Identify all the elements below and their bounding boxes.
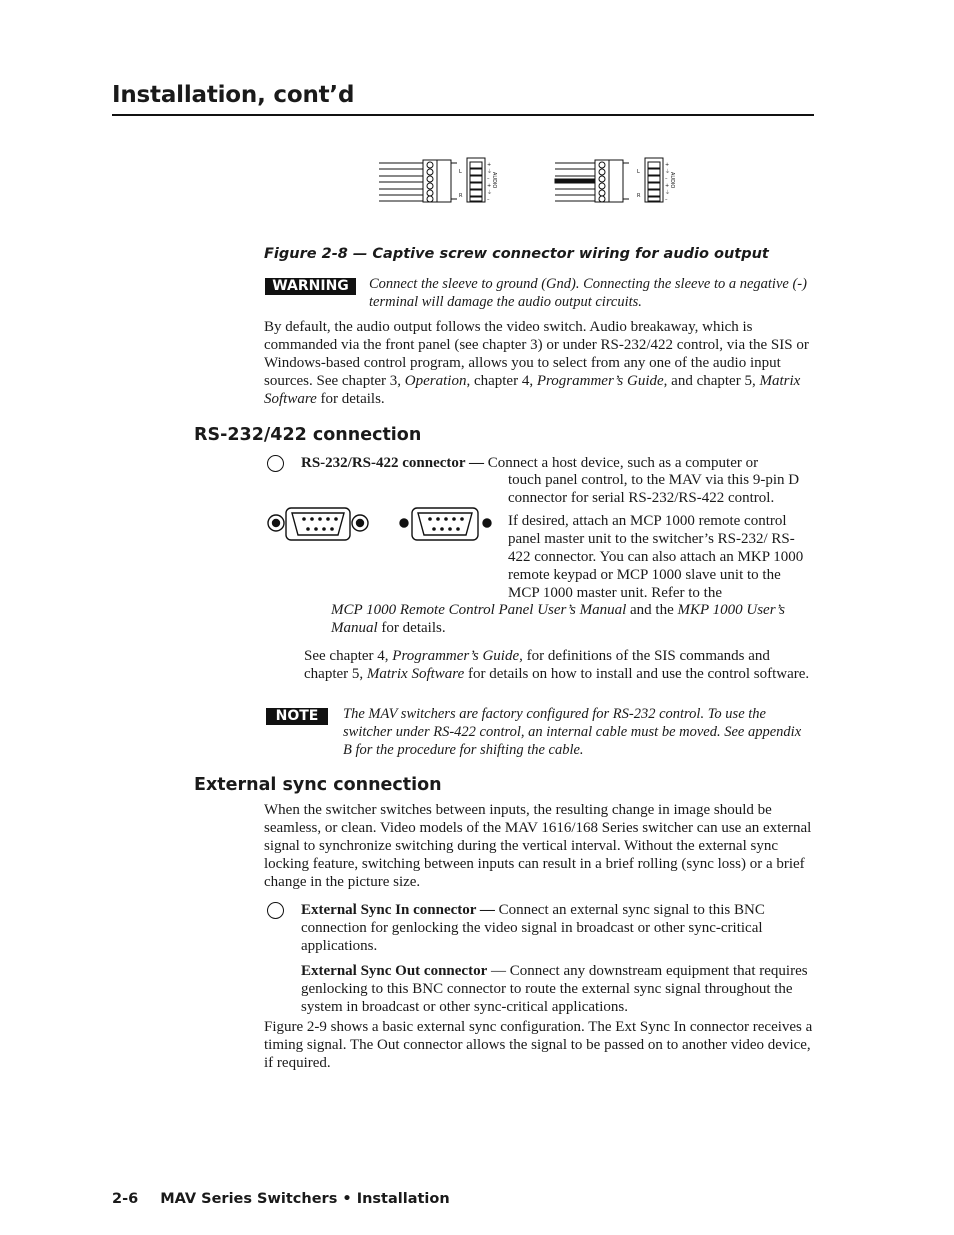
ref-mcp-manual: MCP 1000 Remote Control Panel User’s Manual <box>331 602 627 618</box>
text-run: for details on how to install and use the control software. <box>464 666 810 682</box>
connector-term: External Sync Out connector <box>301 963 488 979</box>
pin-label: ⏚ <box>487 169 493 175</box>
title-rule <box>112 114 814 116</box>
ref-matrix-software: Matrix Software <box>366 666 465 682</box>
text-run: for details. <box>377 620 446 636</box>
db9-connector-right <box>400 508 491 540</box>
db9-pins-left <box>302 517 338 531</box>
pin-label: ⏚ <box>487 190 493 196</box>
text-run: Connect a host device, such as a computer or <box>484 455 759 471</box>
text-run: for details. <box>316 391 385 407</box>
warning-text: Connect the sleeve to ground (Gnd). Connecting the sleeve to a negative (-) terminal will damage the audio output circuits. <box>369 276 807 310</box>
ref-matrix-software: Matrix Software <box>264 373 801 407</box>
text-run: , chapter 4, <box>466 373 537 389</box>
pin-label: + <box>665 162 670 168</box>
ref-programmers-guide: Programmer’s Guide <box>536 373 664 389</box>
note-text: The MAV switchers are factory configured for RS-232 control. To use the switcher under RS-422 control, an internal cable must be moved. See appendix B for the procedure for shifting the cable. <box>343 706 802 758</box>
pin-label: + <box>487 162 492 168</box>
figure-2-9-paragraph: Figure 2-9 shows a basic external sync configuration. The Ext Sync In connector receives a timing signal. The Out connector allows the signal to be passed on to another video device, if required. <box>264 1019 813 1071</box>
note-badge: NOTE <box>266 708 328 725</box>
pin-label: – <box>487 197 490 203</box>
db9-connector-figure <box>264 505 496 545</box>
ref-mkp-manual: MKP 1000 User’s Manual <box>331 602 786 636</box>
pin-label: + <box>665 183 670 189</box>
pin-label: + <box>487 183 492 189</box>
connector-term: RS-232/RS-422 connector — <box>301 455 485 471</box>
pin-label: ⏚ <box>665 169 671 175</box>
see-chapter-paragraph <box>304 647 814 683</box>
sync-out-paragraph <box>301 962 814 1016</box>
db9-pins-right <box>428 517 464 531</box>
audio-connector-figure <box>375 155 695 207</box>
side-label-l: L <box>459 169 462 175</box>
text-run: Connect an external sync signal to this BNC connection for genlocking the video signal in broadcast or other sync-critical applications. <box>301 902 765 954</box>
connector-term: External Sync In connector — <box>301 902 495 918</box>
figure-caption: Figure 2-8 — Captive screw connector wiring for audio output <box>264 246 769 262</box>
audio-label: AUDIO <box>669 172 675 189</box>
audio-connector-right <box>555 158 663 202</box>
ref-programmers-guide: Programmer’s Guide <box>392 648 520 664</box>
text-run: — Connect any downstream equipment that requires genlocking to this BNC connector to route the external sync signal throughout the system in broadcast or other sync-critical applications. <box>301 963 808 1015</box>
rs232-connector-desc: touch panel control, to the MAV via this 9-pin D connector for serial RS-232/RS-422 control. <box>508 472 800 506</box>
audio-connector-left <box>379 158 485 202</box>
page-number: 2-6 <box>112 1191 139 1207</box>
section-heading-sync: External sync connection <box>194 775 442 795</box>
page-footer <box>112 1191 450 1207</box>
ref-operation: Operation <box>404 373 467 389</box>
audio-default-paragraph <box>264 318 816 408</box>
wire-bundle-left <box>379 163 423 201</box>
side-label-l: L <box>637 169 640 175</box>
pin-label: ⏚ <box>665 190 671 196</box>
callout-circle <box>267 902 284 919</box>
page-title: Installation, cont’d <box>112 82 355 108</box>
section-heading-rs232: RS-232/422 connection <box>194 425 422 445</box>
db9-connector-left <box>268 508 368 540</box>
text-run: and the <box>626 602 678 618</box>
mcp-manual-ref <box>331 601 811 637</box>
warning-badge: WARNING <box>265 278 356 295</box>
rs232-connector-lead <box>301 454 758 472</box>
sync-intro-paragraph: When the switcher switches between inputs, the resulting change in image should be seamless, or clean. Video models of the MAV 1616/168 Series switcher can use an external signal to synchronize switching during the vertical interval. Without the external sync locking feature, switching between inputs can result in a brief rolling (sync loss) or a brief change in the picture size. <box>264 802 812 890</box>
callout-circle <box>267 455 284 472</box>
pin-label: – <box>665 197 668 203</box>
sync-in-paragraph <box>301 901 814 955</box>
pin-label: – <box>487 176 490 182</box>
audio-label: AUDIO <box>491 172 497 189</box>
text-run: , for definitions of the SIS commands and chapter 5, <box>304 648 770 682</box>
text-run: , and chapter 5, <box>663 373 760 389</box>
side-label-r: R <box>637 193 641 199</box>
text-run: See chapter 4, <box>304 648 393 664</box>
text-run: By default, the audio output follows the video switch. Audio breakaway, which is commanded via the front panel (see chapter 3) or under RS-232/422 control, via the SIS or Windows-based control program, allows you to select from any one of the audio input sources. See chapter 3, <box>264 319 809 389</box>
side-label-r: R <box>459 193 463 199</box>
pin-label: – <box>665 176 668 182</box>
footer-title: MAV Series Switchers • Installation <box>160 1191 450 1207</box>
mcp-attach-paragraph: If desired, attach an MCP 1000 remote control panel master unit to the switcher’s RS-232/ RS-422 connector. You can also attach an MKP 1000 remote keypad or MCP 1000 slave unit to the MCP 1000 master unit. Refer to the <box>508 513 804 601</box>
